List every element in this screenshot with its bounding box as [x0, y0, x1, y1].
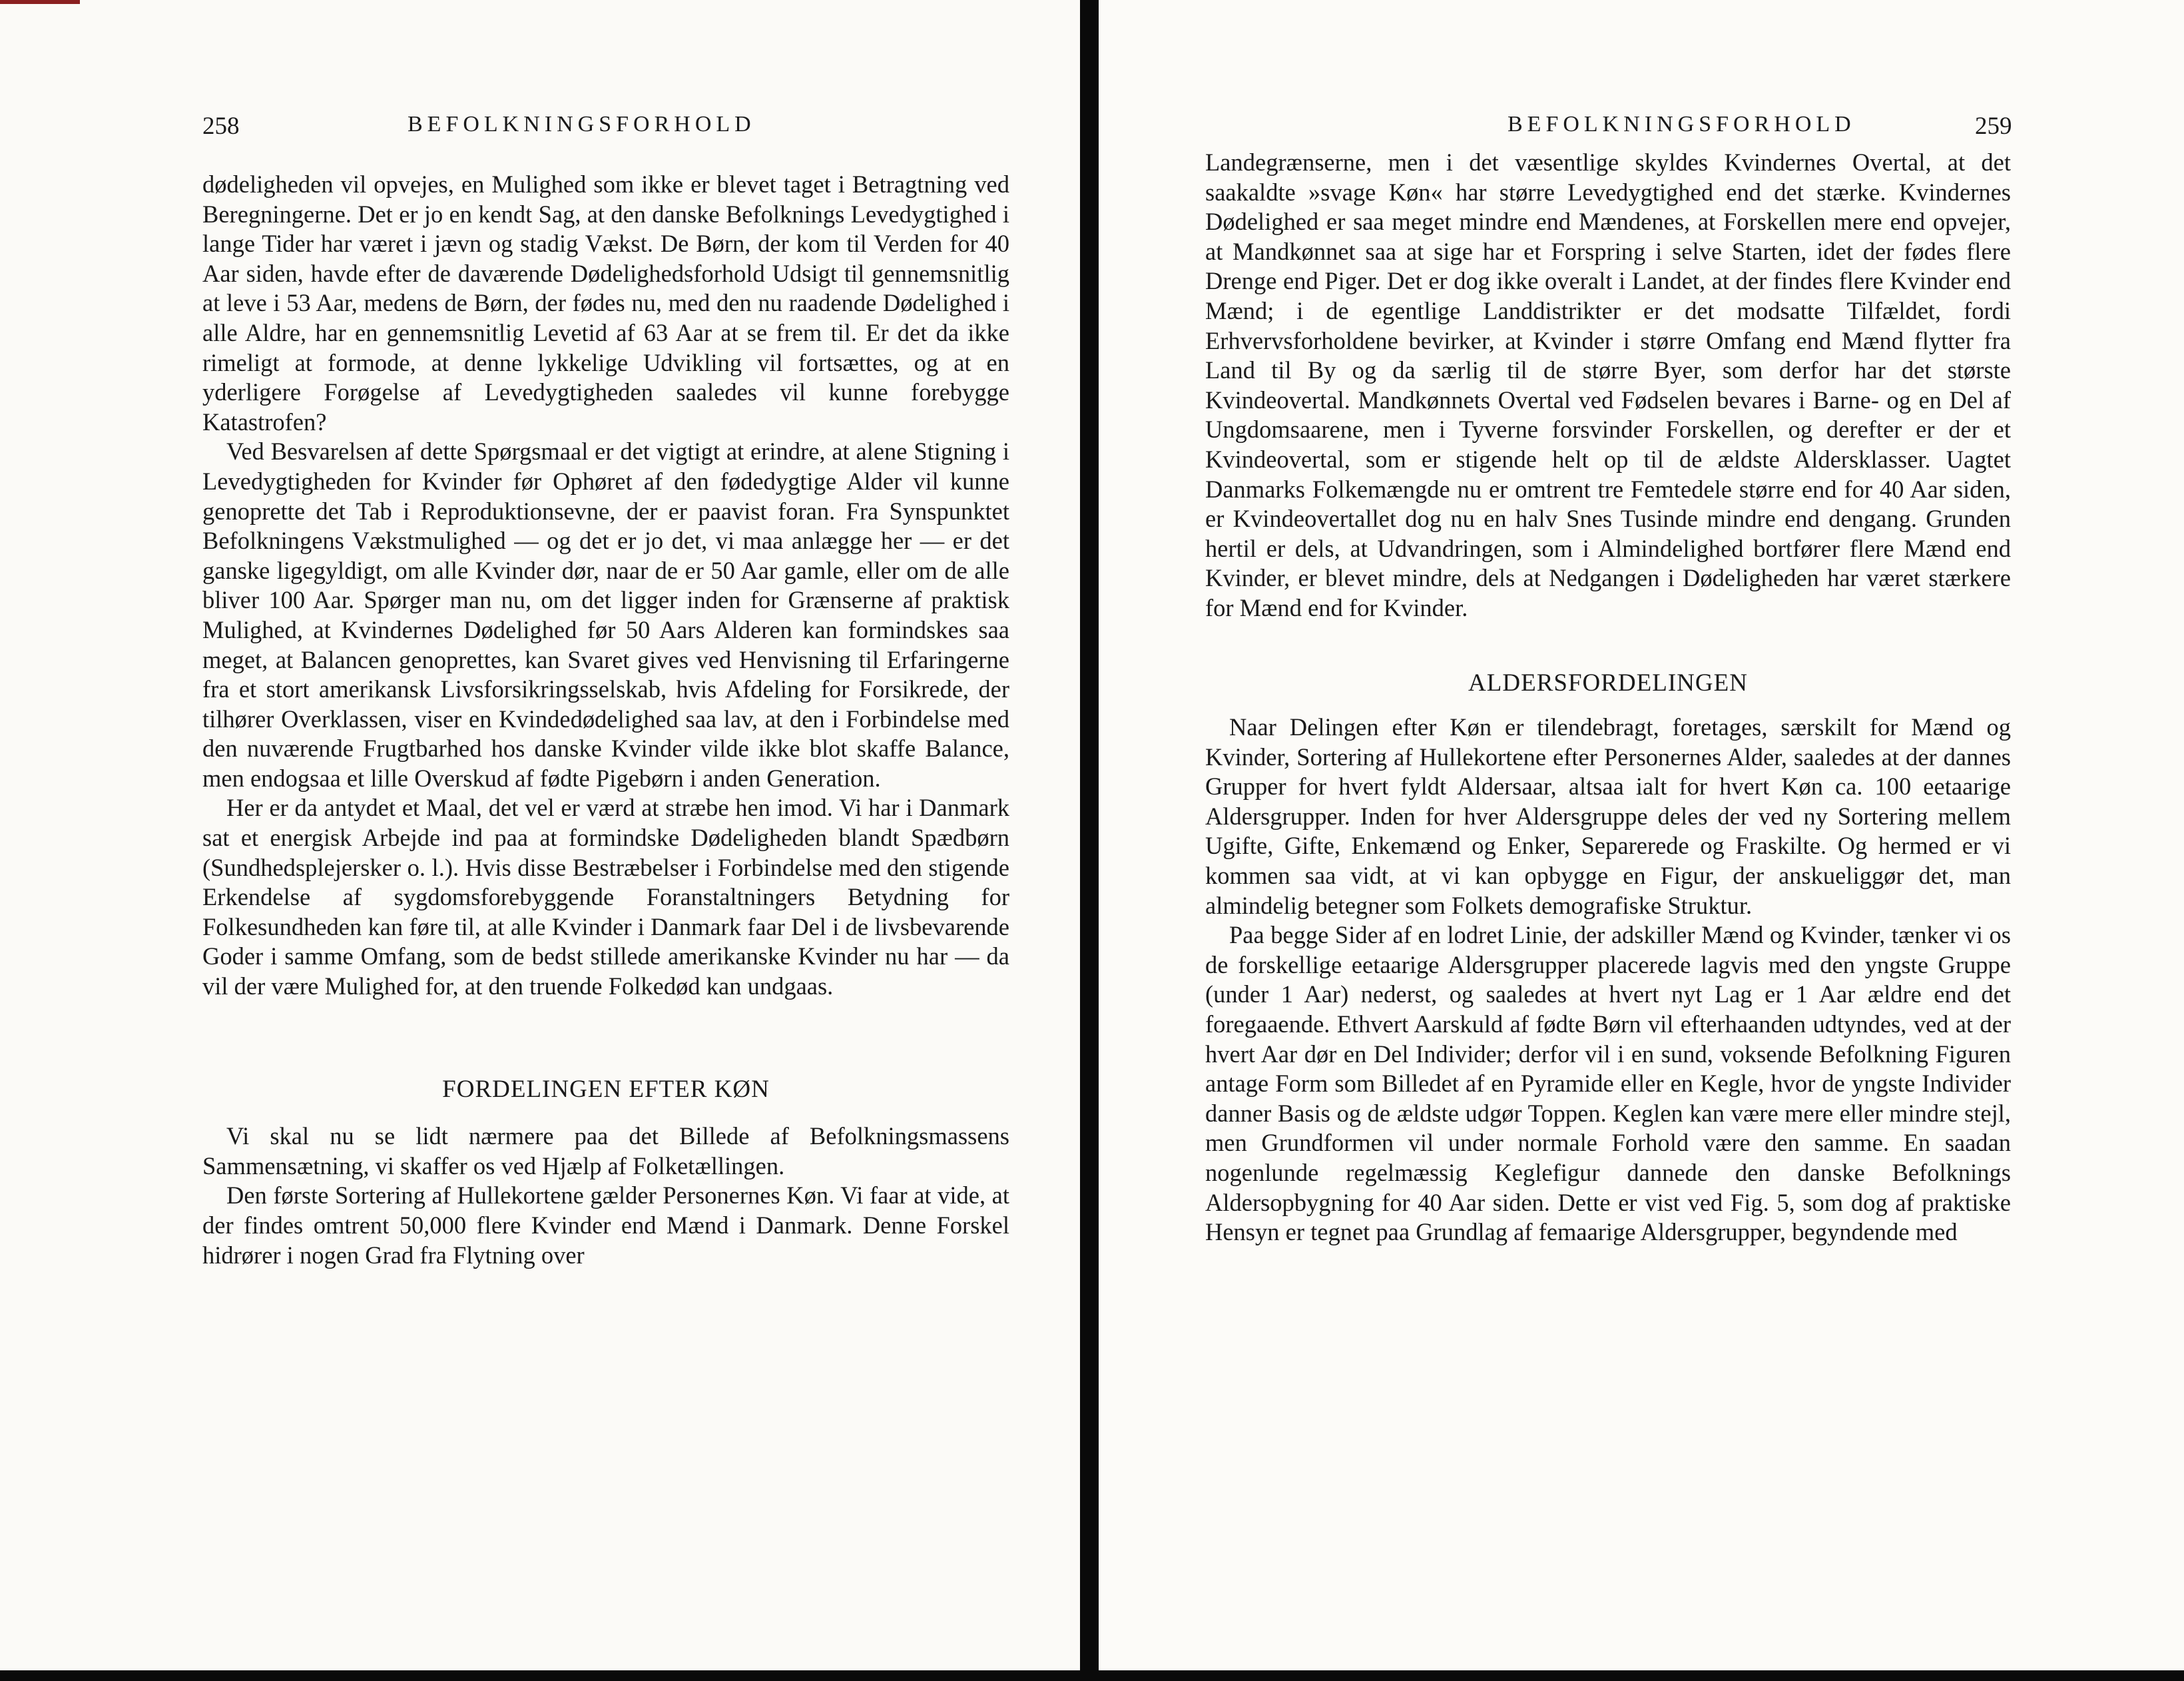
section-heading: ALDERSFORDELINGEN [1468, 669, 1748, 697]
paragraph: Landegrænserne, men i det væsentlige skyldes Kvindernes Overtal, at det saakaldte »svage Køn« har større Levedygtighed end det stærke. Kvindernes Dødelighed er saa meget mindre end Mændenes, at Forskellen mere end opvejer, at Mandkønnet saa at sige har et Forspring i selve Starten, idet der fødes flere Drenge end Piger. Det er dog ikke overalt i Landet, at der findes flere Kvinder end Mænd; i de egentlige Landdistrikter er det modsatte Tilfældet, fordi Erhvervsforholdene bevirker, at Kvinder i større Omfang end Mænd flytter fra Land til By og da særlig til de større Byer, som derfor har det største Kvindeovertal. Mandkønnets Overtal ved Fødselen bevares i Barne- og en Del af Ungdomsaarene, men i Tyverne forsvinder Forskellen, og derefter er der et Kvindeovertal, som er stigende helt op til de ældste Aldersklasser. Uagtet Danmarks Folkemængde nu er omtrent tre Femtedele større end for 40 Aar siden, er Kvindeovertallet dog nu en halv Snes Tusinde mindre end dengang. Grunden hertil er dels, at Udvandringen, som i Almindelighed bortfører flere Mænd end Kvinder, er blevet mindre, dels at Nedgangen i Dødeligheden har været stærkere for Mænd end for Kvinder. [1205, 149, 2011, 621]
paragraph: Her er da antydet et Maal, det vel er værd at stræbe hen imod. Vi har i Danmark sat et energisk Arbejde ind paa at formindske Dødeligheden blandt Spædbørn (Sundhedsplejersker o. l.). Hvis disse Bestræbelser i Forbindelse med den stigende Erkendelse af sygdomsforebyggende Foranstaltningers Betydning for Folkesundheden kan føre til, at alle Kvinder i Danmark faar Del i de livsbevarende Goder i samme Omfang, som de bedst stillede amerikanske Kvinder nu har — da vil der være Mulighed for, at den truende Folkedød kan undgaas. [202, 794, 1009, 1000]
paragraph: Vi skal nu se lidt nærmere paa det Billede af Befolkningsmassens Sammensætning, vi skaffer os ved Hjælp af Folketællingen. [202, 1122, 1009, 1179]
right-body-text [1205, 148, 2011, 1247]
paragraph: Naar Delingen efter Køn er tilendebragt, foretages, særskilt for Mænd og Kvinder, Sortering af Hullekortene efter Personernes Alder, saaledes at der dannes Grupper for hvert fyldt Aldersaar, altsaa ialt for hvert Køn ca. 100 eetaarige Aldersgrupper. Inden for hver Aldersgruppe deles der ved ny Sortering mellem Ugifte, Gifte, Enkemænd og Enker, Separerede og Fraskilte. Og hermed er vi kommen saa vidt, at vi kan opbygge en Figur, der anskueliggør det, man almindelig betegner som Folkets demografiske Struktur. [1205, 713, 2011, 919]
paragraph: Ved Besvarelsen af dette Spørgsmaal er det vigtigt at erindre, at alene Stigning i Levedygtigheden for Kvinder før Ophøret af den fødedygtige Alder vil kunne genoprette det Tab i Reproduktionsevne, der er paavist foran. Fra Synspunktet Befolkningens Vækstmulighed — og det er jo det, vi maa anlægge her — er det ganske ligegyldigt, om alle Kvinder dør, naar de er 50 Aar gamle, eller om de alle bliver 100 Aar. Spørger man nu, om det ligger inden for Grænserne af praktisk Mulighed, at Kvindernes Dødelighed før 50 Aars Alderen kan formindskes saa meget, at Balancen genoprettes, kan Svaret gives ved Henvisning til Erfaringerne fra et stort amerikansk Livsforsikringsselskab, hvis Afdeling for Forsikrede, der tilhører Overklassen, viser en Kvindedødelighed saa lav, at den i Forbindelse med den nuværende Frugtbarhed hos danske Kvinder vilde ikke blot skaffe Balance, men endogsaa et lille Overskud af fødte Pigebørn i anden Generation. [202, 438, 1009, 792]
page-number: 259 [1975, 113, 2012, 140]
left-body-text [202, 170, 1009, 1270]
paragraph: Den første Sortering af Hullekortene gælder Personernes Køn. Vi faar at vide, at der findes omtrent 50,000 flere Kvinder end Mænd i Danmark. Denne Forskel hidrører i nogen Grad fra Flytning over [202, 1181, 1009, 1269]
right-page [1099, 0, 2184, 1670]
running-head: BEFOLKNINGSFORHOLD [1507, 112, 1856, 137]
section-heading: FORDELINGEN EFTER KØN [442, 1075, 770, 1103]
page-number: 258 [202, 113, 240, 140]
paragraph: dødeligheden vil opvejes, en Mulighed som ikke er blevet taget i Betragtning ved Beregningerne. Det er jo en kendt Sag, at den danske Befolknings Levedygtighed i lange Tider har været i jævn og stadig Vækst. De Børn, der kom til Verden for 40 Aar siden, havde efter de daværende Dødelighedsforhold Udsigt til gennemsnitlig at leve i 53 Aar, medens de Børn, der fødes nu, med den nu raadende Dødelighed i alle Aldre, har en gennemsnitlig Levetid af 63 Aar at se frem til. Er det da ikke rimeligt at formode, at denne lykkelige Udvikling vil fortsættes, og at en yderligere Forøgelse af Levedygtigheden saaledes vil kunne forebygge Katastrofen? [202, 170, 1009, 436]
left-page [0, 0, 1080, 1670]
scan-edge-mark [0, 0, 80, 4]
running-head: BEFOLKNINGSFORHOLD [408, 112, 756, 137]
paragraph: Paa begge Sider af en lodret Linie, der adskiller Mænd og Kvinder, tænker vi os de forskellige eetaarige Aldersgrupper placerede lagvis med den yngste Gruppe (under 1 Aar) nederst, og saaledes at hvert nyt Lag er 1 Aar ældre end det foregaaende. Ethvert Aarskuld af fødte Børn vil efterhaanden udtyndes, ved at der hvert Aar dør en Del Individer; derfor vil i en sund, voksende Befolkning Figuren antage Form som Billedet af en Pyramide eller en Kegle, hvor de yngste Individer danner Basis og de ældste udgør Toppen. Keglen kan være mere eller mindre stejl, men Grundformen vil under normale Forhold være den samme. En saadan nogenlunde regelmæssig Keglefigur dannede den danske Befolknings Aldersopbygning for 40 Aar siden. Dette er vist ved Fig. 5, som dog af praktiske Hensyn er tegnet paa Grundlag af femaarige Aldersgrupper, begyndende med [1205, 921, 2011, 1246]
